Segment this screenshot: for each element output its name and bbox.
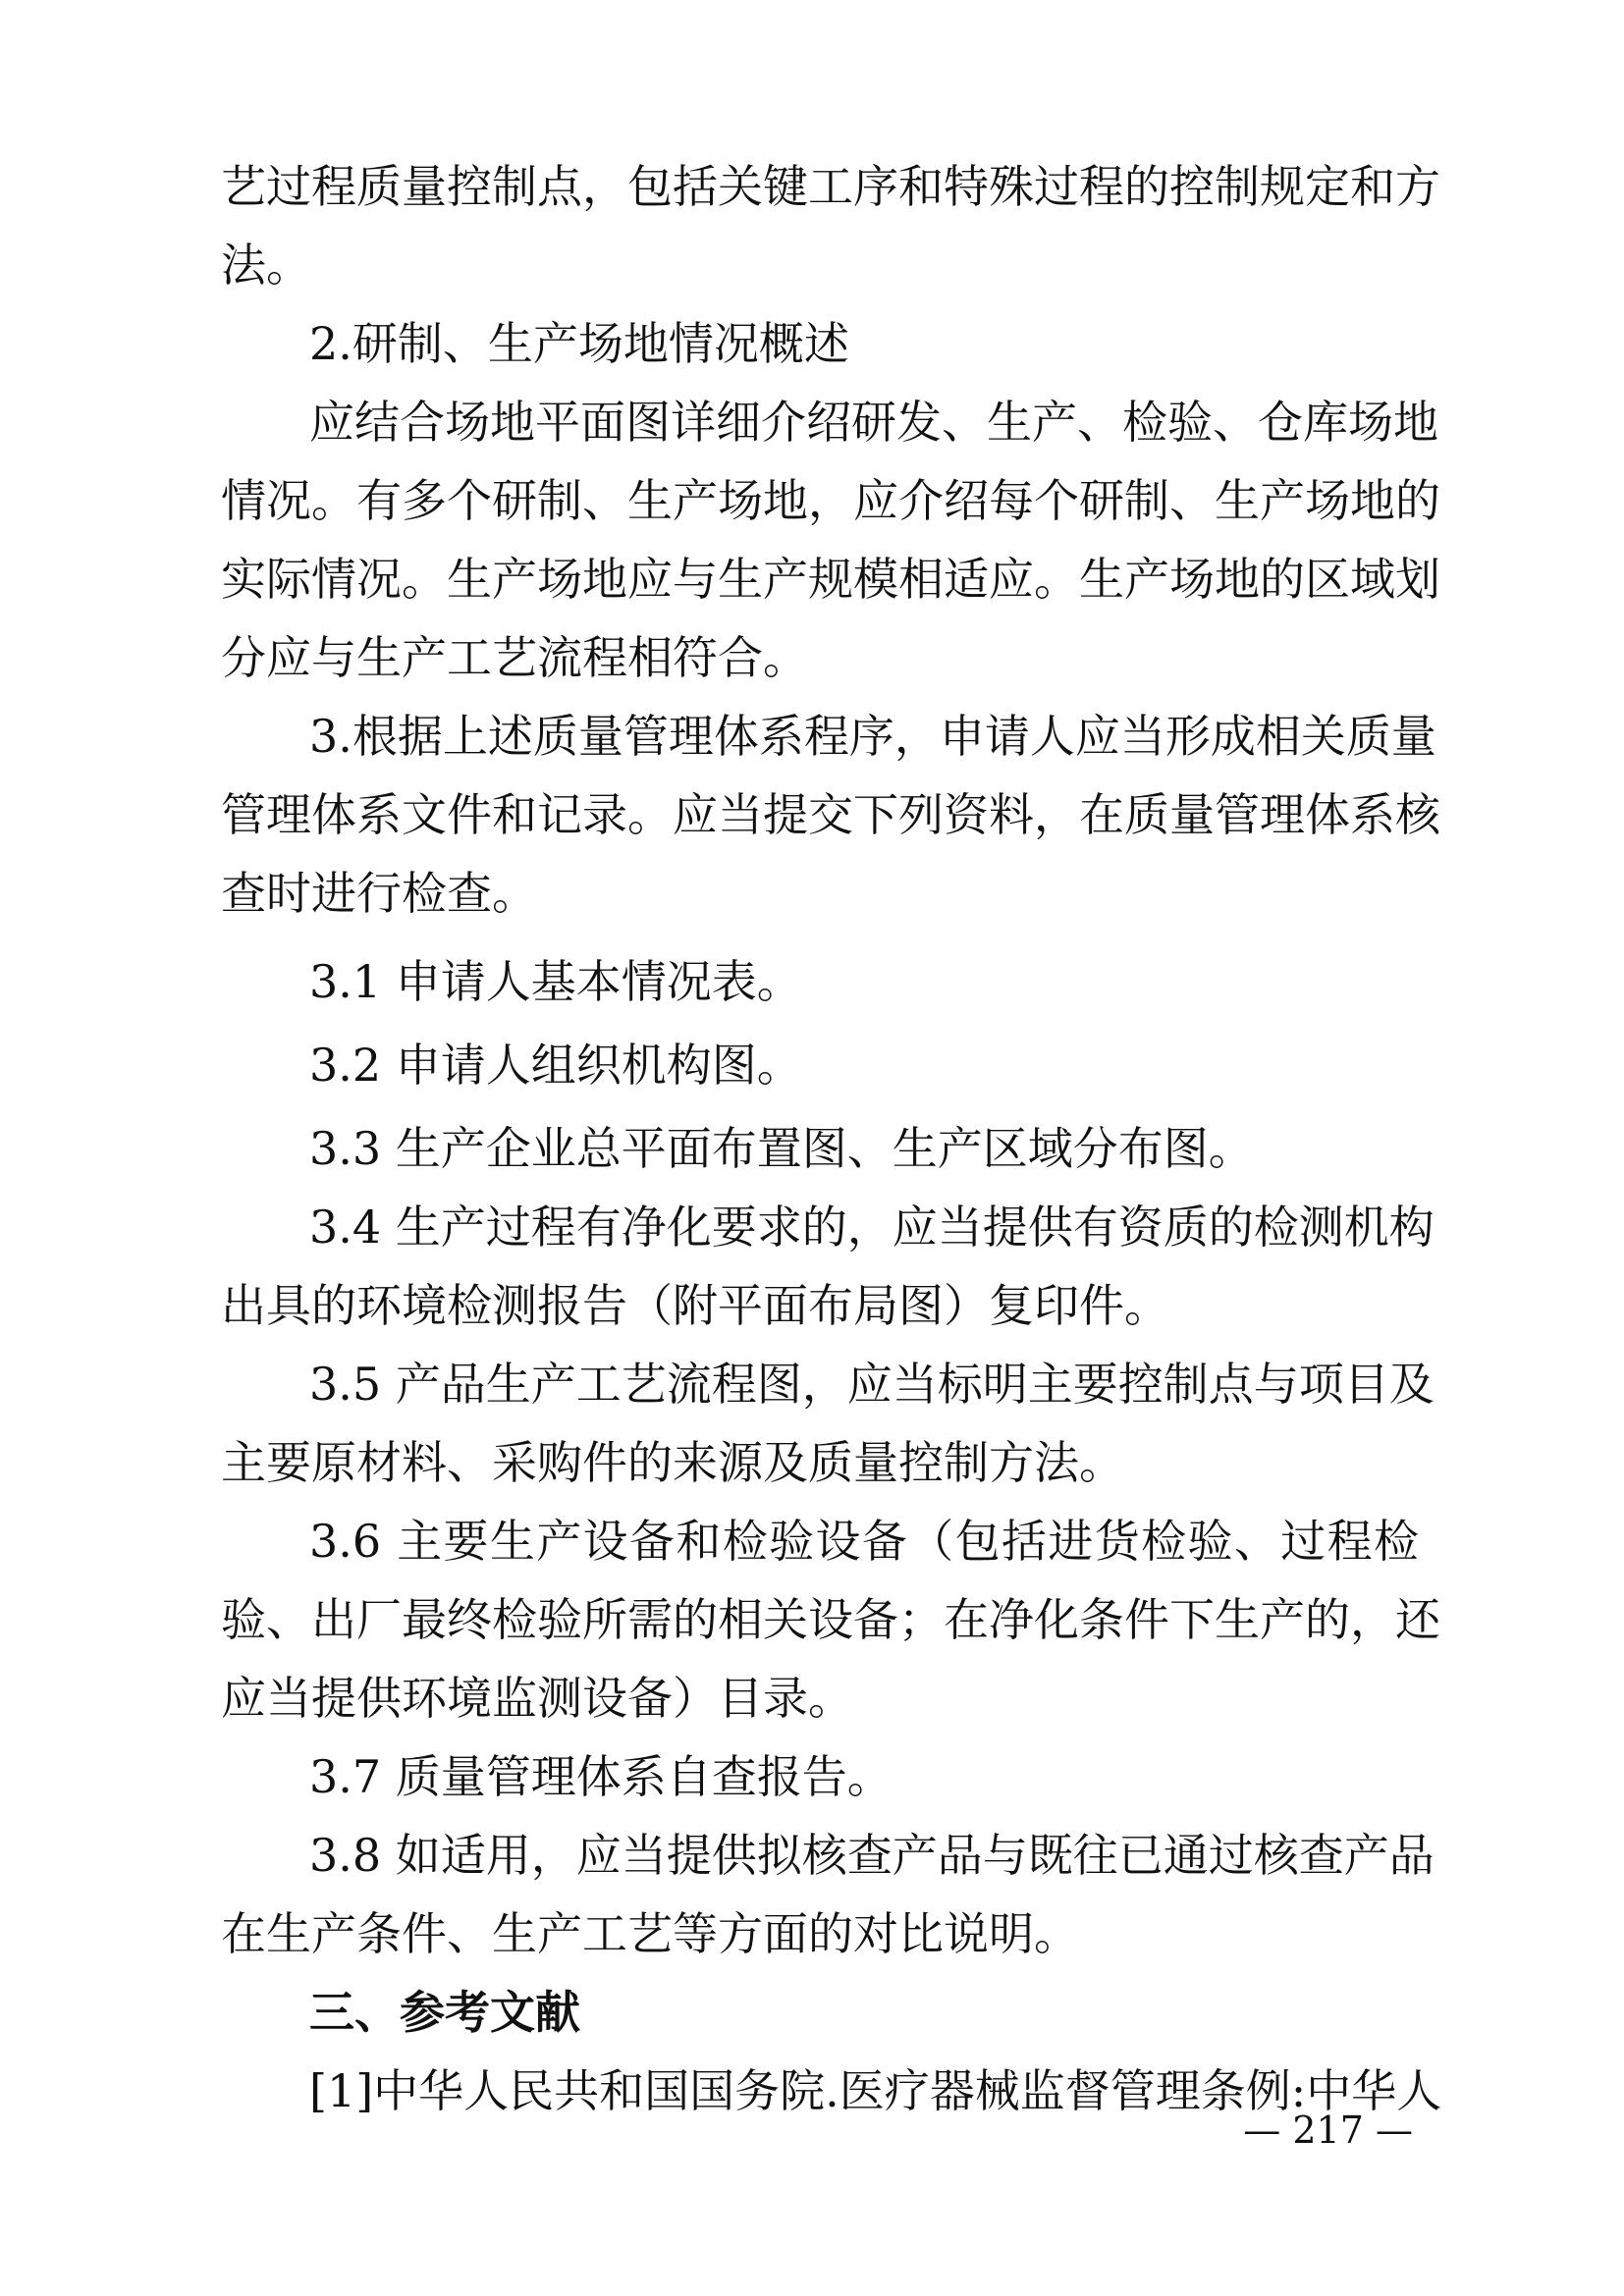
list-item: 3.1 申请人基本情况表。 xyxy=(309,955,802,1008)
list-item: 3.2 申请人组织机构图。 xyxy=(309,1039,802,1092)
list-item: 3.5 产品生产工艺流程图，应当标明主要控制点与项目及 xyxy=(309,1358,1435,1411)
body-text-line: 在生产条件、生产工艺等方面的对比说明。 xyxy=(221,1907,1079,1960)
list-item: 3.4 生产过程有净化要求的，应当提供有资质的检测机构 xyxy=(309,1201,1435,1254)
body-text-line: 情况。有多个研制、生产场地，应介绍每个研制、生产场地的 xyxy=(221,474,1440,527)
section-subheading: 2.研制、生产场地情况概述 xyxy=(309,317,849,370)
section-heading: 三、参考文献 xyxy=(309,1986,580,2039)
body-text-line: 应当提供环境监测设备）目录。 xyxy=(221,1672,853,1725)
list-item: 3.6 主要生产设备和检验设备（包括进货检验、过程检 xyxy=(309,1515,1419,1568)
list-item: 3.8 如适用，应当提供拟核查产品与既往已通过核查产品 xyxy=(309,1829,1435,1882)
body-text-line: 法。 xyxy=(221,239,311,292)
body-text-line: 实际情况。生产场地应与生产规模相适应。生产场地的区域划 xyxy=(221,553,1440,606)
body-text-line: 主要原材料、采购件的来源及质量控制方法。 xyxy=(221,1436,1124,1489)
body-text-line: 出具的环境检测报告（附平面布局图）复印件。 xyxy=(221,1279,1169,1332)
body-text-line: 艺过程质量控制点，包括关键工序和特殊过程的控制规定和方 xyxy=(221,160,1440,213)
body-text-line: 3.根据上述质量管理体系程序，申请人应当形成相关质量 xyxy=(309,710,1436,763)
body-text-line: 查时进行检查。 xyxy=(221,867,537,920)
list-item: 3.7 质量管理体系自查报告。 xyxy=(309,1750,893,1803)
reference-item: [1]中华人民共和国国务院.医疗器械监督管理条例:中华人 xyxy=(309,2064,1442,2117)
body-text-line: 应结合场地平面图详细介绍研发、生产、检验、仓库场地 xyxy=(309,396,1438,449)
list-item: 3.3 生产企业总平面布置图、生产区域分布图。 xyxy=(309,1122,1254,1175)
body-text-line: 验、出厂最终检验所需的相关设备；在净化条件下生产的，还 xyxy=(221,1593,1440,1646)
page-number: — 217 — xyxy=(1243,2109,1413,2152)
body-text-line: 管理体系文件和记录。应当提交下列资料，在质量管理体系核 xyxy=(221,788,1440,841)
body-text-line: 分应与生产工艺流程相符合。 xyxy=(221,631,808,684)
